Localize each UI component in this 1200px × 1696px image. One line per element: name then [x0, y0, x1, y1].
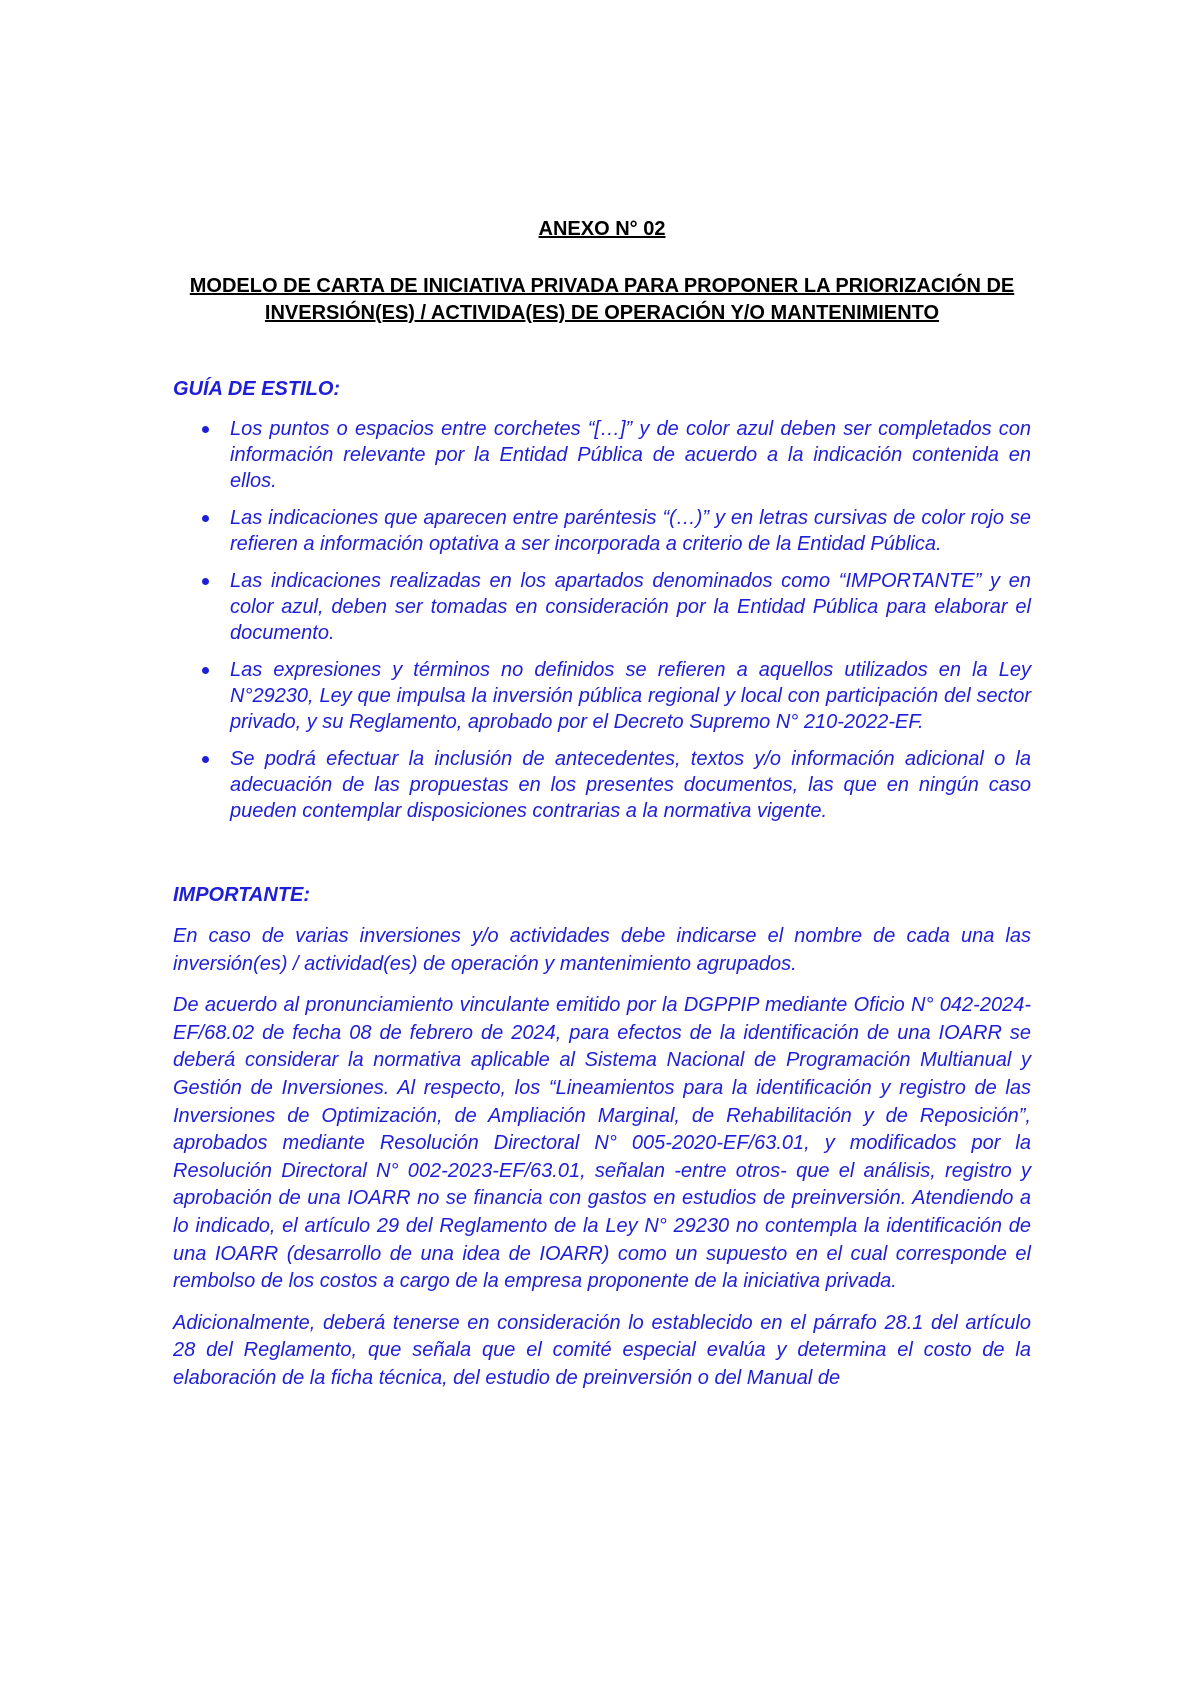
important-section [173, 882, 1031, 1393]
bullet-icon [202, 578, 209, 585]
important-heading: IMPORTANTE: [173, 884, 311, 906]
bullet-icon [202, 667, 209, 674]
document-title: MODELO DE CARTA DE INICIATIVA PRIVADA PARA PROPONER LA PRIORIZACIÓN DE INVERSIÓN(ES) / ACTIVIDA(ES) DE OPERACIÓN Y/O MANTENIMIENTO [189, 275, 1015, 324]
document-page [173, 216, 1031, 1407]
style-guide-item [173, 568, 1031, 646]
style-guide-heading: GUÍA DE ESTILO: [173, 378, 341, 400]
style-guide-item-text: Las indicaciones que aparecen entre paréntesis “(…)” y en letras cursivas de color rojo se refieren a información optativa a ser incorporada a criterio de la Entidad Pública. [230, 507, 1031, 555]
section-spacer [173, 835, 1031, 882]
annex-title: ANEXO N° 02 [538, 218, 666, 240]
important-paragraph: Adicionalmente, deberá tenerse en consideración lo establecido en el párrafo 28.1 del artículo 28 del Reglamento, que señala que el comité especial evalúa y determina el costo de la elaboración de la ficha técnica, del estudio de preinversión o del Manual de [173, 1311, 1031, 1389]
style-guide-item [173, 505, 1031, 557]
style-guide-list [173, 416, 1031, 824]
style-guide-section [173, 376, 1031, 824]
style-guide-item-text: Se podrá efectuar la inclusión de antecedentes, textos y/o información adicional o la adecuación de las propuestas en los presentes documentos, las que en ningún caso pueden contemplar disposiciones contrarias a la normativa vigente. [230, 748, 1031, 822]
important-paragraph: En caso de varias inversiones y/o actividades debe indicarse el nombre de cada una las inversión(es) / actividad(es) de operación y mantenimiento agrupados. [173, 925, 1031, 975]
bullet-icon [202, 756, 209, 763]
style-guide-item-text: Las expresiones y términos no definidos se refieren a aquellos utilizados en la Ley N°29230, Ley que impulsa la inversión pública regional y local con participación del sector privado, y su Reglamento, aprobado por el Decreto Supremo N° 210-2022-EF. [230, 659, 1031, 733]
style-guide-item [173, 746, 1031, 824]
style-guide-item-text: Las indicaciones realizadas en los apartados denominados como “IMPORTANTE” y en color azul, deben ser tomadas en consideración por la Entidad Pública para elaborar el documento. [230, 570, 1031, 644]
bullet-icon [202, 426, 209, 433]
important-paragraph: De acuerdo al pronunciamiento vinculante emitido por la DGPPIP mediante Oficio N° 042-2024-EF/68.02 de fecha 08 de febrero de 2024, para efectos de la identificación de una IOARR se deberá considerar la normativa aplicable al Sistema Nacional de Programación Multianual y Gestión de Inversiones. Al respecto, los “Lineamientos para la identificación y registro de las Inversiones de Optimización, de Ampliación Marginal, de Rehabilitación y de Reposición”, aprobados mediante Resolución Directoral N° 005-2020-EF/63.01, y modificados por la Resolución Directoral N° 002-2023-EF/63.01, señalan -entre otros- que el análisis, registro y aprobación de una IOARR no se financia con gastos en estudios de preinversión. Atendiendo a lo indicado, el artículo 29 del Reglamento de la Ley N° 29230 no contempla la identificación de una IOARR (desarrollo de una idea de IOARR) como un supuesto en el cual corresponde el rembolso de los costos a cargo de la empresa proponente de la iniciativa privada. [173, 994, 1031, 1293]
style-guide-item [173, 657, 1031, 735]
style-guide-item-text: Los puntos o espacios entre corchetes “[…]” y de color azul deben ser completados con información relevante por la Entidad Pública de acuerdo a la indicación contenida en ellos. [230, 418, 1031, 492]
bullet-icon [202, 515, 209, 522]
style-guide-item [173, 416, 1031, 494]
